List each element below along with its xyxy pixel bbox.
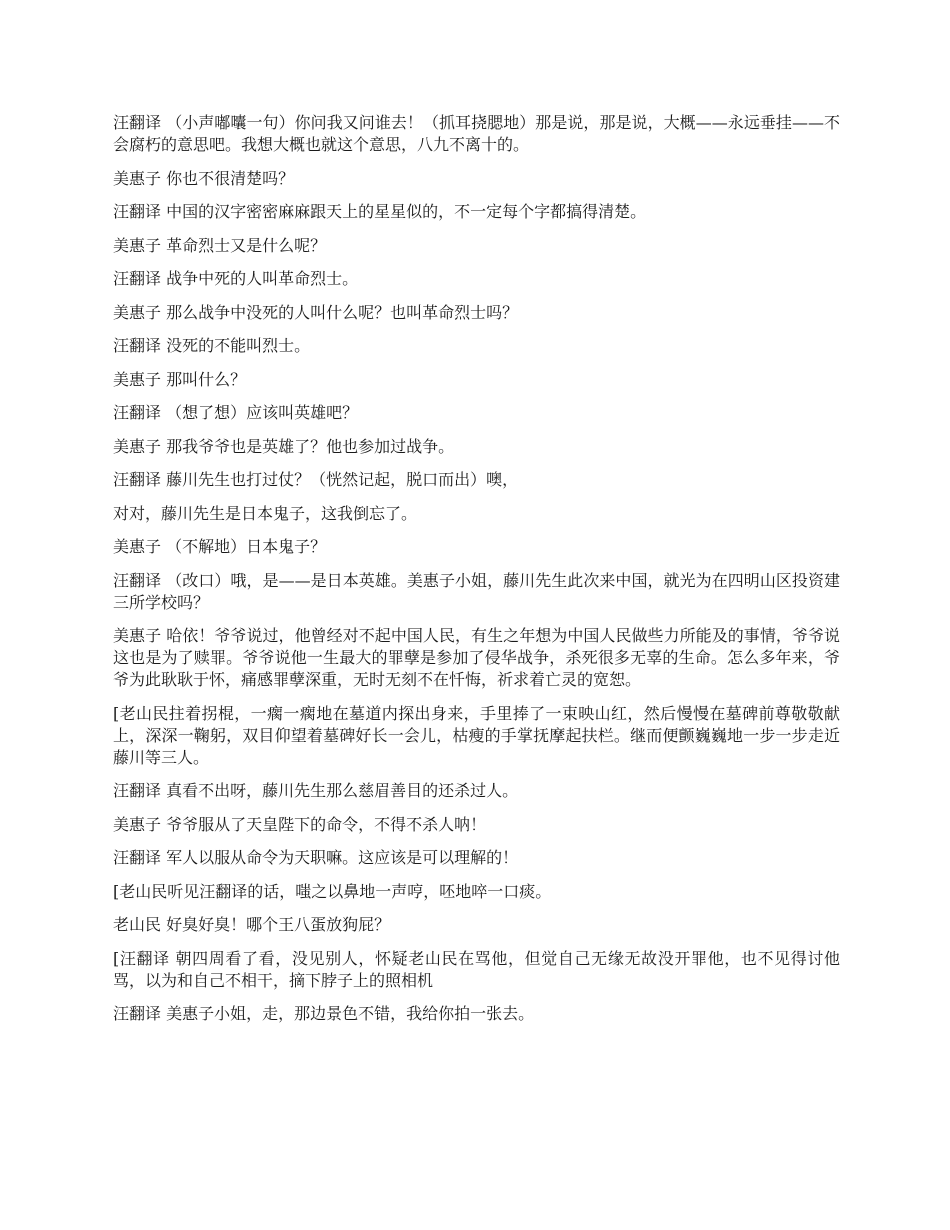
- paragraph: 汪翻译 （小声嘟囔一句）你问我又问谁去！（抓耳挠腮地）那是说，那是说，大概——永远垂挂——不会腐朽的意思吧。我想大概也就这个意思，八九不离十的。: [113, 113, 840, 154]
- paragraph: 美惠子 你也不很清楚吗？: [113, 168, 295, 188]
- paragraph: 美惠子 那么战争中没死的人叫什么呢？也叫革命烈士吗？: [113, 302, 519, 322]
- paragraph: 汪翻译 （改口）哦，是——是日本英雄。美惠子小姐，藤川先生此次来中国，就光为在四明山区投资建三所学校吗？: [113, 570, 840, 612]
- paragraph: 美惠子 那叫什么？: [113, 369, 247, 389]
- paragraph: 汪翻译 没死的不能叫烈士。: [113, 336, 311, 355]
- paragraph: 美惠子 哈依！爷爷说过，他曾经对不起中国人民，有生之年想为中国人民做些力所能及的事情，爷爷说这也是为了赎罪。爷爷说他一生最大的罪孽是参加了侵华战争，杀死很多无辜的生命。怎么多年来，爷爷为此耿耿于怀，痛感罪孽深重，无时无刻不在忏悔，祈求着亡灵的宽恕。: [113, 626, 840, 689]
- stage-direction: [汪翻译 朝四周看了看，没见别人，怀疑老山民在骂他，但觉自己无缘无故没开罪他，也不见得讨他骂，以为和自己不相干，摘下脖子上的照相机: [113, 948, 840, 990]
- paragraph: 美惠子 革命烈士又是什么呢？: [113, 235, 327, 255]
- paragraph: 美惠子 那我爷爷也是英雄了？他也参加过战争。: [113, 436, 455, 456]
- paragraph: 汪翻译 藤川先生也打过仗？（恍然记起，脱口而出）噢，: [113, 470, 519, 489]
- paragraph: 汪翻译 （想了想）应该叫英雄吧？: [113, 403, 359, 422]
- paragraph: 汪翻译 真看不出呀，藤川先生那么慈眉善目的还杀过人。: [113, 781, 519, 800]
- paragraph: 美惠子 爷爷服从了天皇陛下的命令，不得不杀人呐！: [113, 814, 487, 834]
- stage-direction: [老山民听见汪翻译的话，嗤之以鼻地一声哼，呸地啐一口痰。: [113, 881, 552, 901]
- stage-direction: [老山民拄着拐棍，一瘸一瘸地在墓道内探出身来，手里捧了一束映山红，然后慢慢在墓碑前尊敬敬献上，深深一鞠躬，双目仰望着墓碑好长一会儿，枯瘦的手掌抚摩起扶栏。继而便颤巍巍地一步一步走近藤川等三人。: [113, 703, 840, 767]
- paragraph: 老山民 好臭好臭！哪个王八蛋放狗屁？: [113, 915, 391, 934]
- paragraph: 对对，藤川先生是日本鬼子，这我倒忘了。: [113, 503, 418, 523]
- paragraph: 美惠子 （不解地）日本鬼子？: [113, 537, 327, 556]
- document-page: [113, 112, 840, 1037]
- paragraph: 汪翻译 军人以服从命令为天职嘛。这应该是可以理解的！: [113, 848, 519, 867]
- paragraph: 汪翻译 战争中死的人叫革命烈士。: [113, 269, 359, 288]
- paragraph: 汪翻译 中国的汉字密密麻麻跟天上的星星似的，不一定每个字都搞得清楚。: [113, 202, 647, 221]
- paragraph: 汪翻译 美惠子小姐，走，那边景色不错，我给你拍一张去。: [113, 1004, 535, 1023]
